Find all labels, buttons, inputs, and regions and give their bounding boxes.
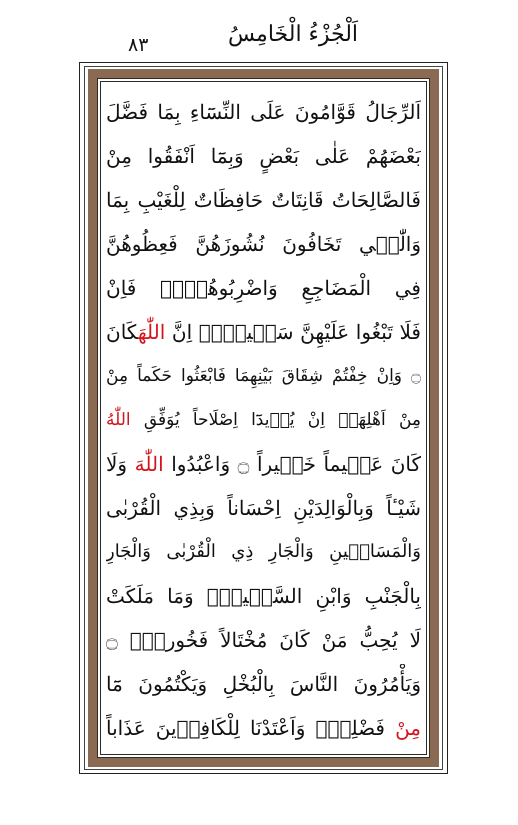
line-tail: وَلَا	[106, 452, 128, 476]
text-line	[106, 268, 421, 308]
text-line	[106, 488, 421, 528]
line-text: فَالصَّالِحَاتُ قَانِتَاتٌ حَافِظَاتٌ لِلْغَيْبِ بِمَا	[106, 188, 421, 212]
line-text: مِنْ اَهْلِهَاۚ اِنْ يُر۪يدَٓا اِصْلَاحاً يُوَفِّقِ	[143, 410, 421, 430]
text-line	[106, 444, 421, 484]
text-line	[106, 92, 421, 132]
line-text: بِالْجَنْبِ وَابْنِ السَّب۪يلِۙ وَمَا مَلَكَتْ	[106, 584, 421, 608]
text-line	[106, 664, 421, 704]
text-line	[106, 400, 421, 440]
page-header	[0, 0, 518, 62]
text-line	[106, 312, 421, 352]
quran-text	[106, 92, 421, 748]
text-line	[106, 356, 421, 396]
divine-name: مِنْ	[395, 716, 421, 740]
line-text: وَالْمَسَاك۪ينِ وَالْجَارِ ذِي الْقُرْبٰى وَالْجَارِ	[106, 541, 421, 562]
line-text: اَلرِّجَالُ قَوَّامُونَ عَلَى النِّسَٓاءِ بِمَا فَضَّلَ	[106, 100, 421, 124]
line-text: ۝ وَاِنْ خِفْتُمْ شِقَاقَ بَيْنِهِمَا فَابْعَثُوا حَكَماً مِنْ	[106, 366, 421, 386]
page-number: ٨٣	[128, 34, 149, 56]
line-tail: كَانَ	[106, 320, 138, 344]
line-text: فِي الْمَضَاجِعِ وَاضْرِبُوهُنَّۚ فَاِنْ	[106, 276, 421, 300]
line-text: وَالّٰت۪ي تَخَافُونَ نُشُوزَهُنَّ فَعِظُوهُنَّ	[106, 232, 421, 256]
line-text: لَا يُحِبُّ مَنْ كَانَ مُخْتَالاً فَخُوراًۙ ۝	[106, 628, 421, 652]
line-text: شَيْـٔاً وَبِالْوَالِدَيْنِ اِحْسَاناً وَبِذِي الْقُرْبٰى	[106, 496, 421, 520]
line-text: فَلَا تَبْغُوا عَلَيْهِنَّ سَب۪يلاًۜ اِنَّ	[171, 320, 421, 344]
line-text: بَعْضَهُمْ عَلٰى بَعْضٍ وَبِمَٓا اَنْفَقُوا مِنْ	[106, 144, 421, 168]
divine-name: اللّٰهَ	[137, 320, 166, 344]
line-text: وَيَأْمُرُونَ النَّاسَ بِالْبُخْلِ وَيَكْتُمُونَ مَٓا	[106, 672, 421, 696]
text-line	[106, 136, 421, 176]
line-text: فَضْلِه۪ۜ وَاَعْتَدْنَا لِلْكَافِر۪ينَ عَذَاباً	[106, 716, 385, 740]
text-line	[106, 180, 421, 220]
juz-title: اَلْجُزْءُ الْخَامِسُ	[228, 22, 359, 47]
text-line	[106, 224, 421, 264]
divine-name: اللّٰهُ	[106, 410, 131, 430]
text-line	[106, 708, 421, 748]
text-line	[106, 576, 421, 616]
text-line	[106, 532, 421, 572]
text-line	[106, 620, 421, 660]
divine-name: اللّٰهَ	[134, 452, 164, 476]
line-text: كَانَ عَل۪يماً خَب۪يراً ۝ وَاعْبُدُوا	[171, 452, 421, 476]
